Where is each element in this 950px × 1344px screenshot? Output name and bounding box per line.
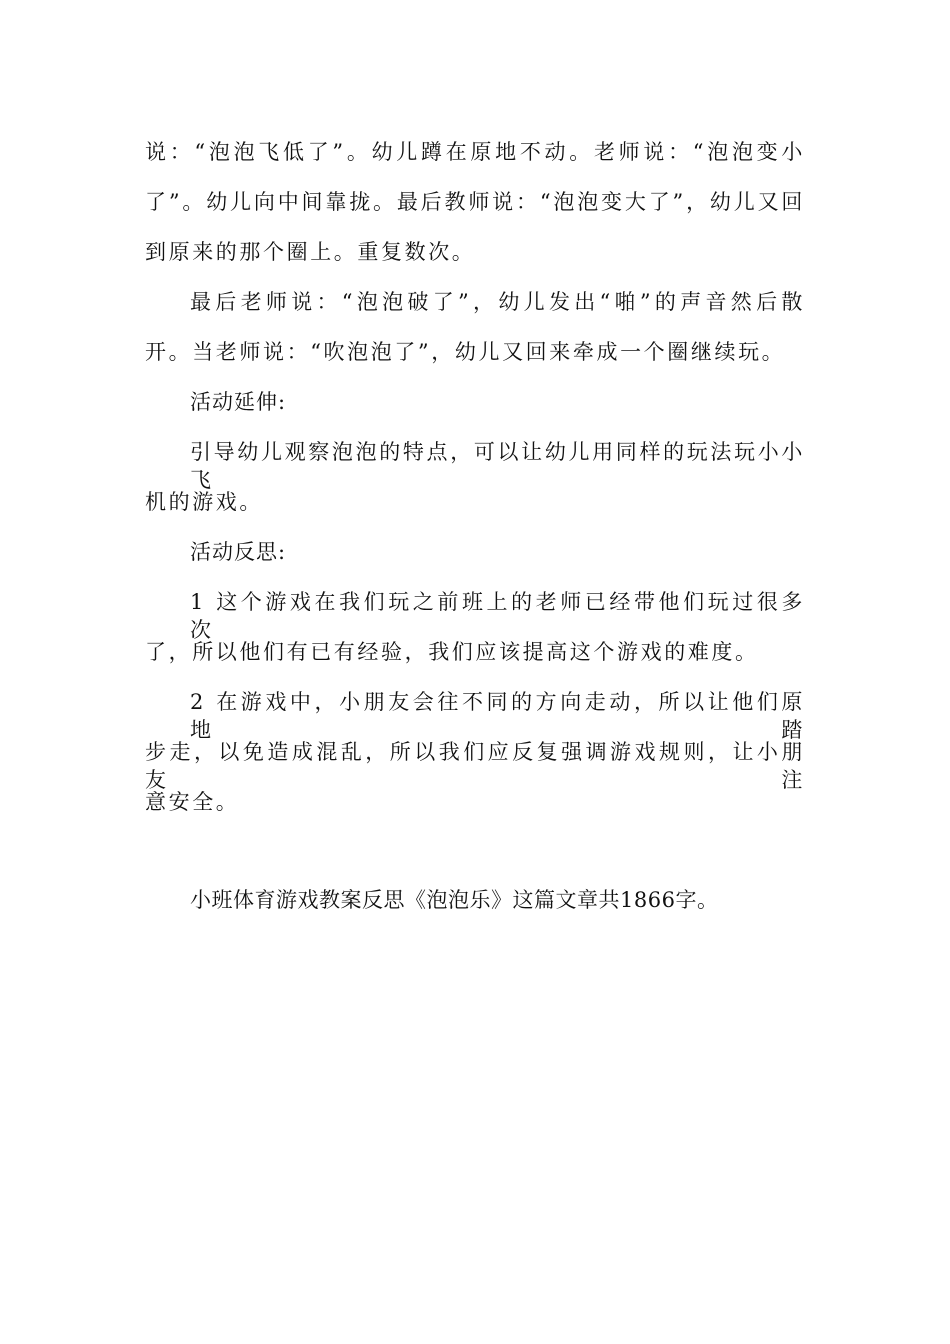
reflection-item-1: 1 这个游戏在我们玩之前班上的老师已经带他们玩过很多次 xyxy=(190,590,805,642)
paragraph-line: 开。当老师说：“吹泡泡了”，幼儿又回来牵成一个圈继续玩。 xyxy=(145,340,786,364)
reflection-item-2: 2 在游戏中，小朋友会往不同的方向走动，所以让他们原地踏 xyxy=(190,690,805,742)
paragraph-line: 意安全。 xyxy=(145,790,240,814)
paragraph-line: 说：“泡泡飞低了”。幼儿蹲在原地不动。老师说：“泡泡变小 xyxy=(145,140,805,164)
paragraph-line: 机的游戏。 xyxy=(145,490,263,514)
paragraph-line: 引导幼儿观察泡泡的特点，可以让幼儿用同样的玩法玩小小飞 xyxy=(190,440,805,492)
paragraph-line: 步走，以免造成混乱，所以我们应反复强调游戏规则，让小朋友注 xyxy=(145,740,805,792)
word-count-note: 小班体育游戏教案反思《泡泡乐》这篇文章共1866字。 xyxy=(190,888,719,912)
section-heading-extension: 活动延伸: xyxy=(190,390,287,414)
paragraph-line: 到原来的那个圈上。重复数次。 xyxy=(145,240,476,264)
paragraph-line: 了”。幼儿向中间靠拢。最后教师说：“泡泡变大了”，幼儿又回 xyxy=(145,190,805,214)
section-heading-reflection: 活动反思: xyxy=(190,540,287,564)
paragraph-line: 了，所以他们有已有经验，我们应该提高这个游戏的难度。 xyxy=(145,640,759,664)
paragraph-line: 最后老师说：“泡泡破了”，幼儿发出“啪”的声音然后散 xyxy=(190,290,805,314)
